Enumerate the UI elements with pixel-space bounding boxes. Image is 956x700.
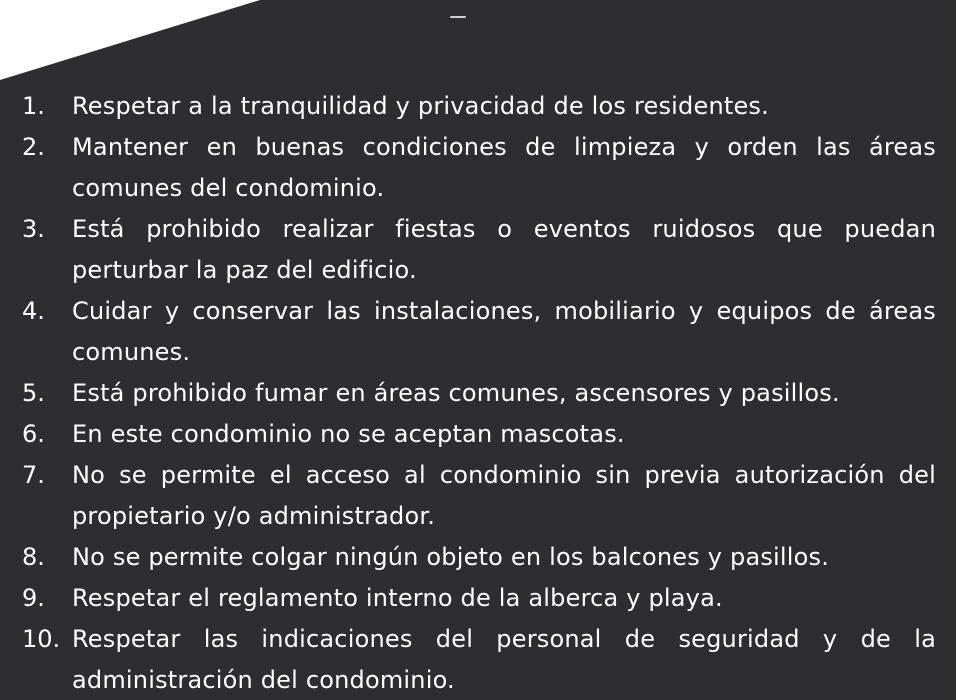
rule-item-9 xyxy=(22,578,936,619)
rule-item-6 xyxy=(22,414,936,455)
rule-text: Mantener en buenas condiciones de limpieza y orden las áreas comunes del condominio. xyxy=(72,133,936,202)
top-dash-decoration xyxy=(450,16,466,18)
rule-number: 5. xyxy=(22,379,45,407)
rules-list xyxy=(22,86,936,700)
rule-number: 9. xyxy=(22,584,45,612)
rule-text: Está prohibido realizar fiestas o eventos ruidosos que puedan perturbar la paz del edificio. xyxy=(72,215,936,284)
rule-number: 4. xyxy=(22,297,45,325)
rule-text: No se permite el acceso al condominio sin previa autorización del propietario y/o administrador. xyxy=(72,461,936,530)
rule-number: 10. xyxy=(22,625,61,653)
rule-item-3 xyxy=(22,209,936,291)
rule-text: Está prohibido fumar en áreas comunes, ascensores y pasillos. xyxy=(72,379,840,407)
rule-item-4 xyxy=(22,291,936,373)
rule-text: No se permite colgar ningún objeto en los balcones y pasillos. xyxy=(72,543,830,571)
rule-text: Cuidar y conservar las instalaciones, mobiliario y equipos de áreas comunes. xyxy=(72,297,936,366)
rule-number: 3. xyxy=(22,215,45,243)
rule-number: 6. xyxy=(22,420,45,448)
rule-number: 1. xyxy=(22,92,45,120)
rule-item-5 xyxy=(22,373,936,414)
rule-number: 2. xyxy=(22,133,45,161)
rule-text: En este condominio no se aceptan mascotas. xyxy=(72,420,625,448)
rule-number: 8. xyxy=(22,543,45,571)
rule-number: 7. xyxy=(22,461,45,489)
rule-text: Respetar el reglamento interno de la alberca y playa. xyxy=(72,584,723,612)
rule-item-8 xyxy=(22,537,936,578)
rule-text: Respetar a la tranquilidad y privacidad de los residentes. xyxy=(72,92,769,120)
rule-item-10 xyxy=(22,619,936,700)
rule-item-7 xyxy=(22,455,936,537)
rule-item-2 xyxy=(22,127,936,209)
rule-item-1 xyxy=(22,86,936,127)
rule-text: Respetar las indicaciones del personal de seguridad y de la administración del condominio. xyxy=(72,625,936,694)
corner-decoration xyxy=(0,0,260,80)
